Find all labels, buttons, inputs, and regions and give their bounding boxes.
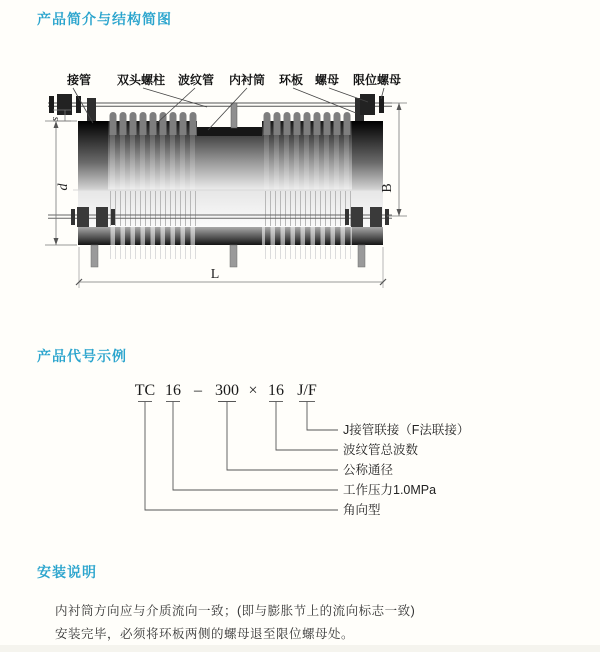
code-part-pressure: 16 — [165, 382, 181, 399]
code-connector-lines — [138, 402, 338, 511]
joint-lower-half — [78, 190, 383, 267]
code-part-dash: – — [194, 382, 202, 399]
code-part-connection: J/F — [297, 382, 317, 399]
annotation-connection: J接管联接（F法联接） — [343, 423, 470, 437]
ring-plate-stub-left — [91, 245, 98, 267]
part-label-stud: 双头螺柱 — [116, 73, 166, 87]
end-pipe-left — [78, 121, 108, 190]
inner-liner-band — [197, 127, 262, 136]
page-bottom-strip — [0, 645, 600, 652]
code-part-type: TC — [134, 382, 156, 399]
part-label-liner: 内衬筒 — [228, 73, 266, 87]
annotation-type: 角向型 — [343, 503, 381, 517]
end-pipe-right — [352, 121, 383, 190]
bellows-upper-right — [262, 112, 352, 135]
part-label-nut: 螺母 — [314, 73, 340, 87]
code-part-diameter: 300 — [215, 382, 239, 399]
dim-label-d: d — [56, 183, 71, 191]
dim-label-L: L — [210, 267, 220, 282]
joint-upper-half — [73, 112, 387, 190]
dim-label-s: s — [49, 116, 61, 122]
structure-diagram — [35, 63, 455, 308]
part-label-limit-nut: 限位螺母 — [352, 73, 402, 87]
section-title-code: 产品代号示例 — [37, 348, 127, 364]
ring-plate-stub-right — [358, 245, 365, 267]
section-title-intro: 产品简介与结构简图 — [37, 11, 172, 27]
nut-right — [360, 94, 375, 115]
code-annotations — [343, 422, 469, 517]
code-part-times: × — [248, 382, 258, 399]
ring-plate-left — [87, 98, 96, 121]
bellows-lower-left — [108, 191, 197, 226]
annotation-wave-count: 波纹管总波数 — [343, 443, 419, 457]
section-title-install: 安装说明 — [37, 564, 97, 580]
part-labels — [66, 72, 401, 87]
product-code-diagram — [100, 372, 530, 532]
bellows-lower-right — [262, 191, 352, 226]
dim-d — [45, 121, 77, 245]
ring-plate-stub-center — [230, 245, 237, 267]
bellows-upper-left — [108, 112, 197, 135]
code-part-waves: 16 — [268, 382, 284, 399]
dim-B — [385, 103, 407, 216]
tie-rod-top — [48, 103, 392, 106]
code-string — [135, 382, 317, 399]
dim-label-B: B — [380, 183, 395, 193]
nut-left — [57, 94, 72, 115]
limit-nut-left — [49, 96, 54, 113]
annotation-diameter: 公称通径 — [343, 463, 394, 477]
part-label-ring-plate: 环板 — [278, 73, 304, 87]
install-instruction-line-1: 内衬筒方向应与介质流向一致；(即与膨胀节上的流向标志一致) — [55, 604, 416, 618]
part-label-bellows: 波纹管 — [177, 73, 215, 87]
annotation-pressure: 工作压力1.0MPa — [343, 483, 437, 497]
ring-plate-center — [231, 103, 237, 128]
part-label-pipe: 接管 — [66, 73, 92, 87]
install-instruction-line-2: 安装完毕，必须将环板两侧的螺母退至限位螺母处。 — [55, 627, 355, 641]
